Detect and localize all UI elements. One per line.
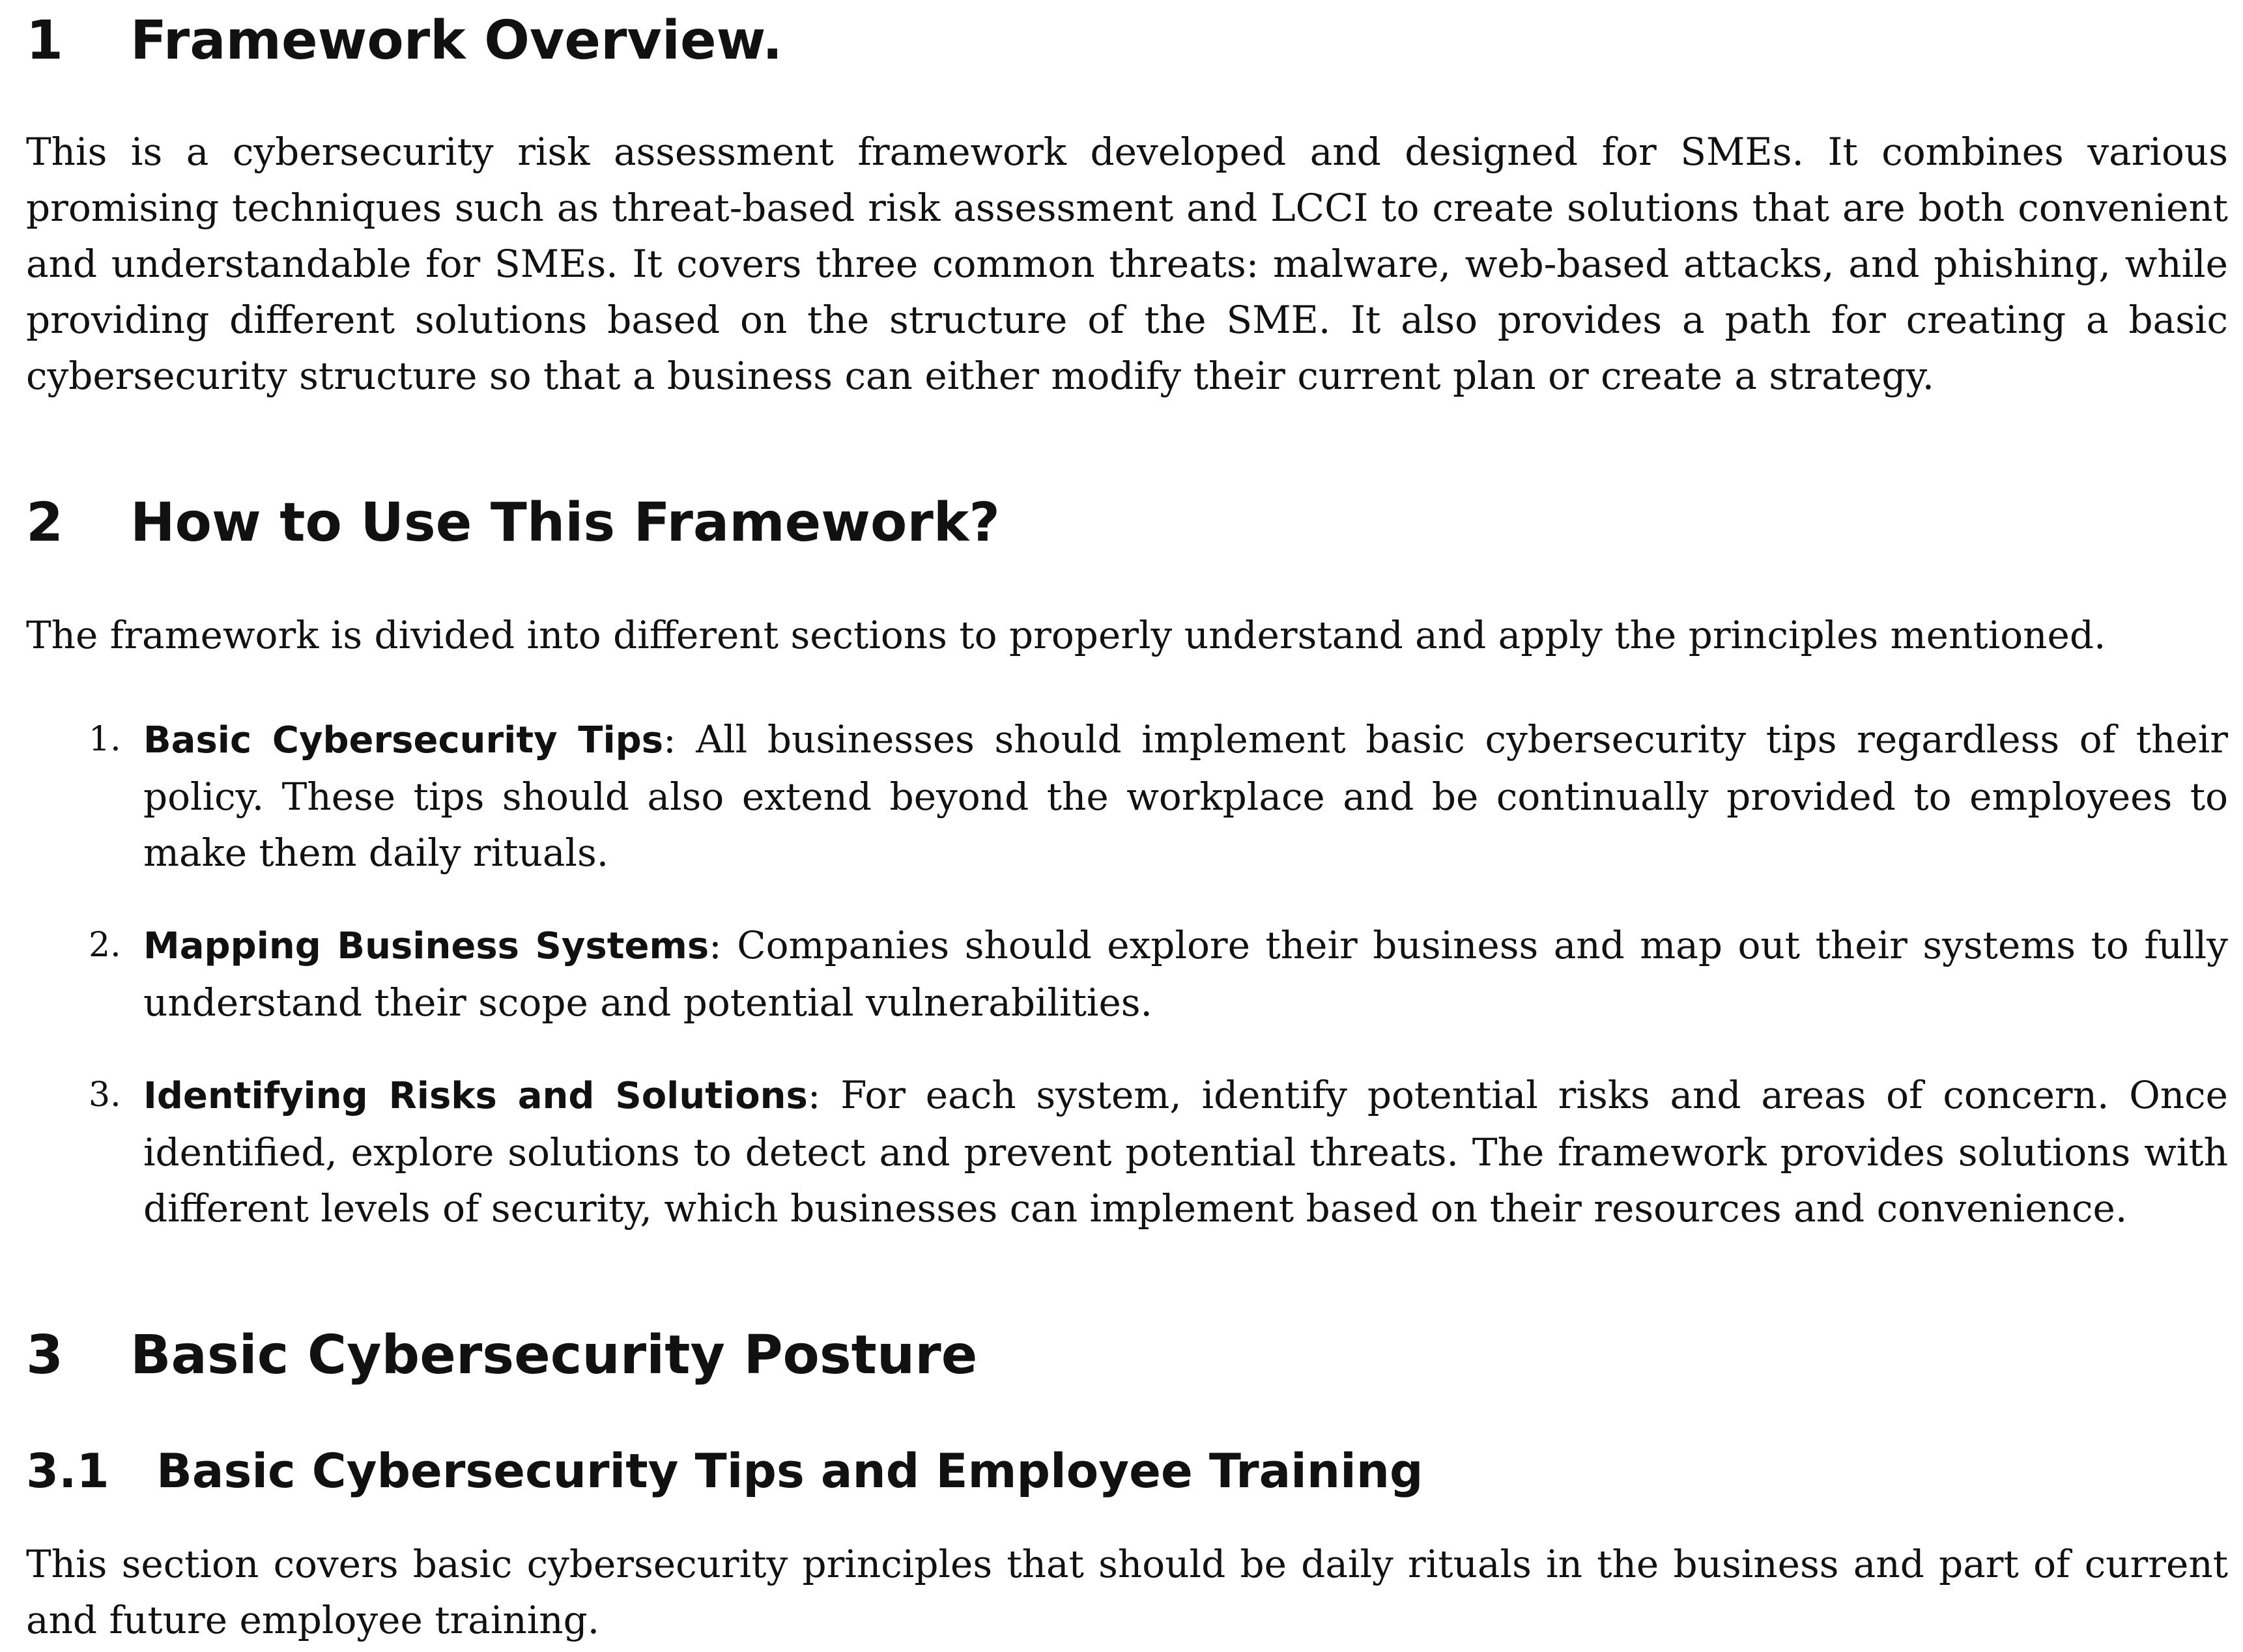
section-heading-1: [26, 10, 783, 72]
section-number: 2: [26, 492, 64, 554]
list-text: : Companies should explore their business and map out their systems to fully understand their scope and potential vulnerabilities.: [143, 923, 2228, 1025]
list-marker: 2.: [89, 926, 121, 965]
list-text: : All businesses should implement basic cybersecurity tips regardless of their policy. These tips should also extend beyond the workplace and be continually provided to employees to make them daily rituals.: [143, 717, 2228, 875]
list-item: [26, 711, 2228, 881]
numbered-list: [26, 711, 2228, 1273]
list-item: [26, 917, 2228, 1031]
section-heading-2: [26, 492, 1000, 554]
list-marker: 3.: [89, 1075, 121, 1115]
section-title: How to Use This Framework?: [130, 492, 1000, 554]
list-marker: 1.: [89, 720, 121, 759]
section-heading-3: [26, 1324, 978, 1386]
list-term: Basic Cybersecurity Tips: [143, 719, 664, 762]
list-term: Mapping Business Systems: [143, 925, 709, 967]
subsection-number: 3.1: [26, 1444, 109, 1498]
section-number: 1: [26, 10, 64, 72]
subsection-heading-3-1: [26, 1444, 1423, 1498]
list-term: Identifying Risks and Solutions: [143, 1075, 808, 1117]
subsection-title: Basic Cybersecurity Tips and Employee Training: [156, 1444, 1423, 1498]
list-text: : For each system, identify potential risks and areas of concern. Once identified, explore solutions to detect and prevent potential threats. The framework provides solutions with different levels of security, which businesses can implement based on their resources and convenience.: [143, 1073, 2228, 1231]
list-item: [26, 1067, 2228, 1236]
section-number: 3: [26, 1324, 64, 1386]
section-title: Basic Cybersecurity Posture: [130, 1324, 978, 1386]
section-1-paragraph: This is a cybersecurity risk assessment framework developed and designed for SMEs. It combines various promising techniques such as threat-based risk assessment and LCCI to create solutions that are both convenient and understandable for SMEs. It covers three common threats: malware, web-based attacks, and phishing, while providing different solutions based on the structure of the SME. It also provides a path for creating a basic cybersecurity structure so that a business can either modify their current plan or create a strategy.: [26, 130, 2228, 398]
subsection-3-1-paragraph: This section covers basic cybersecurity principles that should be daily rituals in the business and part of current and future employee training.: [26, 1542, 2228, 1642]
section-title: Framework Overview.: [130, 10, 783, 72]
section-2-paragraph: The framework is divided into different sections to properly understand and apply the principles mentioned.: [26, 613, 2106, 657]
